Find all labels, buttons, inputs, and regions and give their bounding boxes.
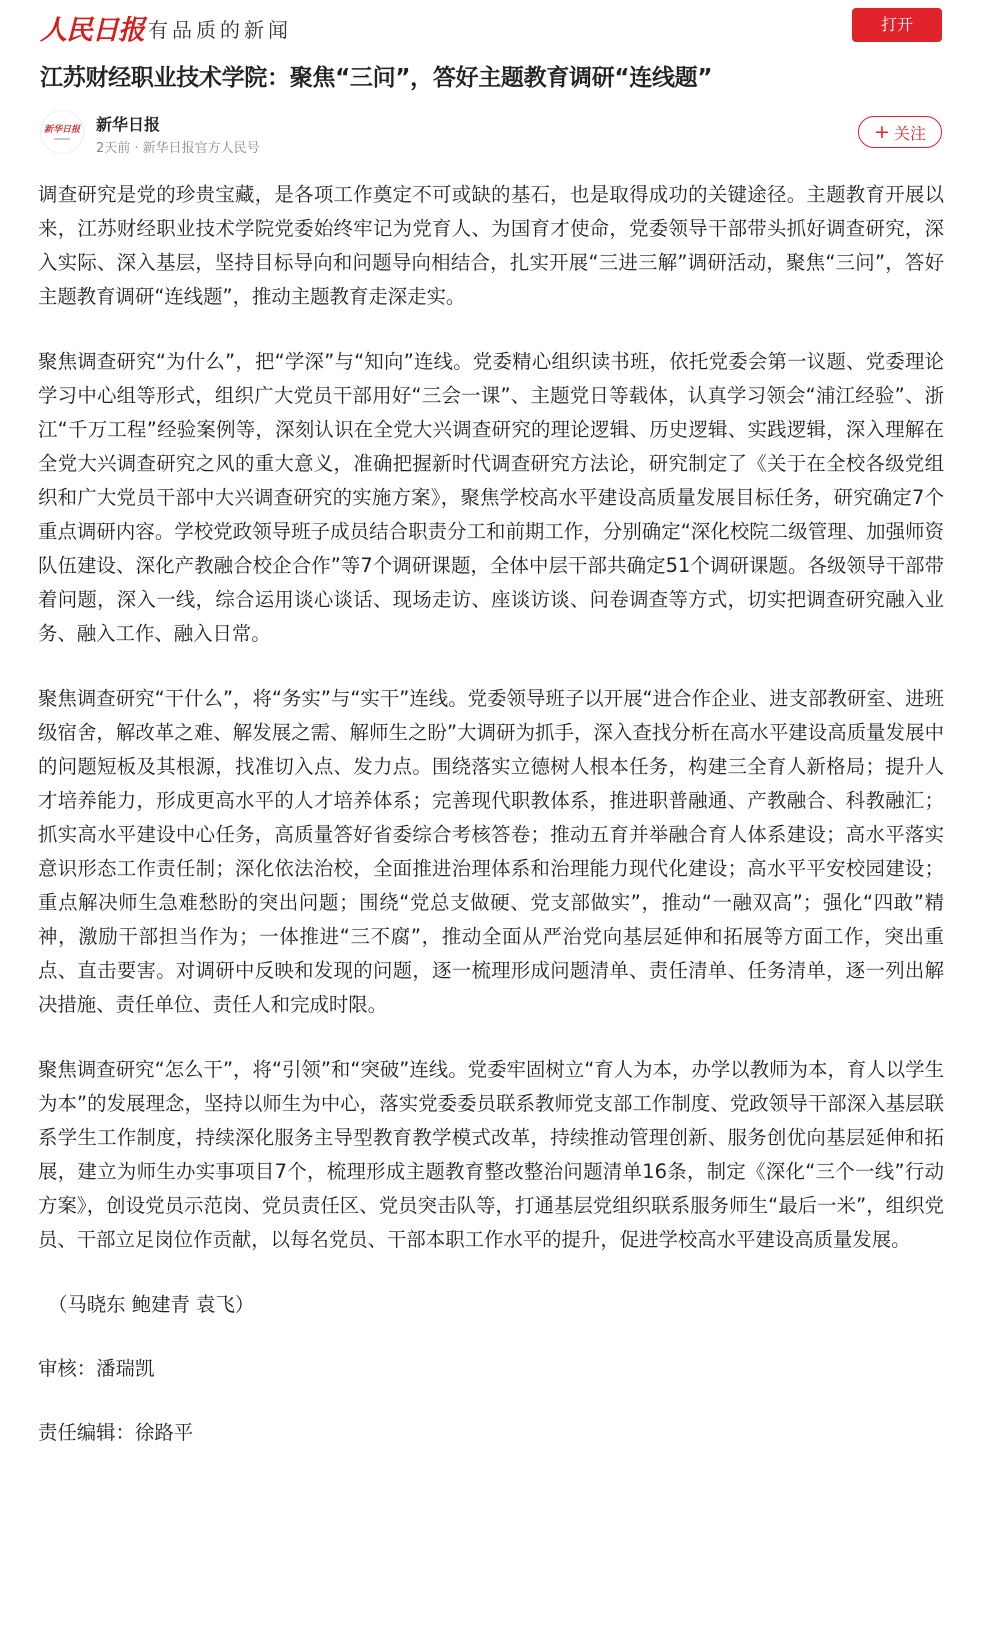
author-avatar-text: 新华日报	[43, 125, 80, 135]
follow-button[interactable]	[858, 116, 942, 148]
brand-logo[interactable]: 人民日报	[40, 15, 144, 46]
author-avatar-underline	[54, 138, 70, 140]
open-app-button[interactable]: 打开	[852, 8, 942, 42]
article-body	[38, 178, 944, 1450]
author-signoff: （马晓东 鲍建青 袁飞）	[48, 1293, 255, 1316]
top-bar	[0, 0, 982, 52]
article-title: 江苏财经职业技术学院：聚焦“三问”，答好主题教育调研“连线题”	[40, 65, 713, 91]
editor-credit: 责任编辑：徐路平	[38, 1421, 194, 1444]
article-paragraph: 聚焦调查研究“干什么”，将“务实”与“实干”连线。党委领导班子以开展“进合作企业、进支部教研室、进班级宿舍，解改革之难、解发展之需、解师生之盼”大调研为抓手，深入查找分析在高水平建设高质量发展中的问题短板及其根源，找准切入点、发力点。围绕落实立德树人根本任务，构建三全育人新格局；提升人才培养能力，形成更高水平的人才培养体系；完善现代职教体系，推进职普融通、产教融合、科教融汇；抓实高水平建设中心任务，高质量答好省委综合考核答卷；推动五育并举融合育人体系建设；高水平落实意识形态工作责任制；深化依法治校，全面推进治理体系和治理能力现代化建设；高水平平安校园建设；重点解决师生急难愁盼的突出问题；围绕“党总支做硬、党支部做实”，推动“一融双高”；强化“四敢”精神，激励干部担当作为；一体推进“三不腐”，推动全面从严治党向基层延伸和拓展等方面工作，突出重点、直击要害。对调研中反映和发现的问题，逐一梳理形成问题清单、责任清单、任务清单，逐一列出解决措施、责任单位、责任人和完成时限。	[38, 687, 944, 1016]
author-avatar[interactable]	[40, 110, 84, 154]
reviewer-credit: 审核：潘瑞凯	[38, 1357, 155, 1380]
article-paragraph: 聚焦调查研究“为什么”，把“学深”与“知向”连线。党委精心组织读书班，依托党委会第一议题、党委理论学习中心组等形式，组织广大党员干部用好“三会一课”、主题党日等载体，认真学习领会“浦江经验”、浙江“千万工程”经验案例等，深刻认识在全党大兴调查研究的理论逻辑、历史逻辑、实践逻辑，深入理解在全党大兴调查研究之风的重大意义，准确把握新时代调查研究方法论，研究制定了《关于在全校各级党组织和广大党员干部中大兴调查研究的实施方案》，聚焦学校高水平建设高质量发展目标任务，研究确定7个重点调研内容。学校党政领导班子成员结合职责分工和前期工作，分别确定“深化校院二级管理、加强师资队伍建设、深化产教融合校企合作”等7个调研课题，全体中层干部共确定51个调研课题。各级领导干部带着问题，深入一线，综合运用谈心谈话、现场走访、座谈访谈、问卷调查等方式，切实把调查研究融入业务、融入工作、融入日常。	[38, 350, 944, 645]
author-name[interactable]: 新华日报	[96, 115, 161, 134]
article-paragraph: 调查研究是党的珍贵宝藏，是各项工作奠定不可或缺的基石，也是取得成功的关键途径。主题教育开展以来，江苏财经职业技术学院党委始终牢记为党育人、为国育才使命，党委领导干部带头抓好调查研究，深入实际、深入基层，坚持目标导向和问题导向相结合，扎实开展“三进三解”调研活动，聚焦“三问”，答好主题教育调研“连线题”，推动主题教育走深走实。	[38, 183, 944, 308]
author-row	[0, 110, 982, 174]
brand-slogan: 有品质的新闻	[148, 18, 292, 42]
follow-label: 关注	[893, 123, 926, 143]
article-paragraph: 聚焦调查研究“怎么干”，将“引领”和“突破”连线。党委牢固树立“育人为本，办学以教师为本，育人以学生为本”的发展理念，坚持以师生为中心，落实党委委员联系教师党支部工作制度、党政领导干部深入基层联系学生工作制度，持续深化服务主导型教育教学模式改革，持续推动管理创新、服务创优向基层延伸和拓展，建立为师生办实事项目7个，梳理形成主题教育整改整治问题清单16条，制定《深化“三个一线”行动方案》，创设党员示范岗、党员责任区、党员突击队等，打通基层党组织联系服务师生“最后一米”，组织党员、干部立足岗位作贡献，以每名党员、干部本职工作水平的提升，促进学校高水平建设高质量发展。	[38, 1058, 944, 1251]
author-meta: 2天前 · 新华日报官方人民号	[96, 141, 260, 156]
plus-icon: +	[874, 120, 890, 143]
